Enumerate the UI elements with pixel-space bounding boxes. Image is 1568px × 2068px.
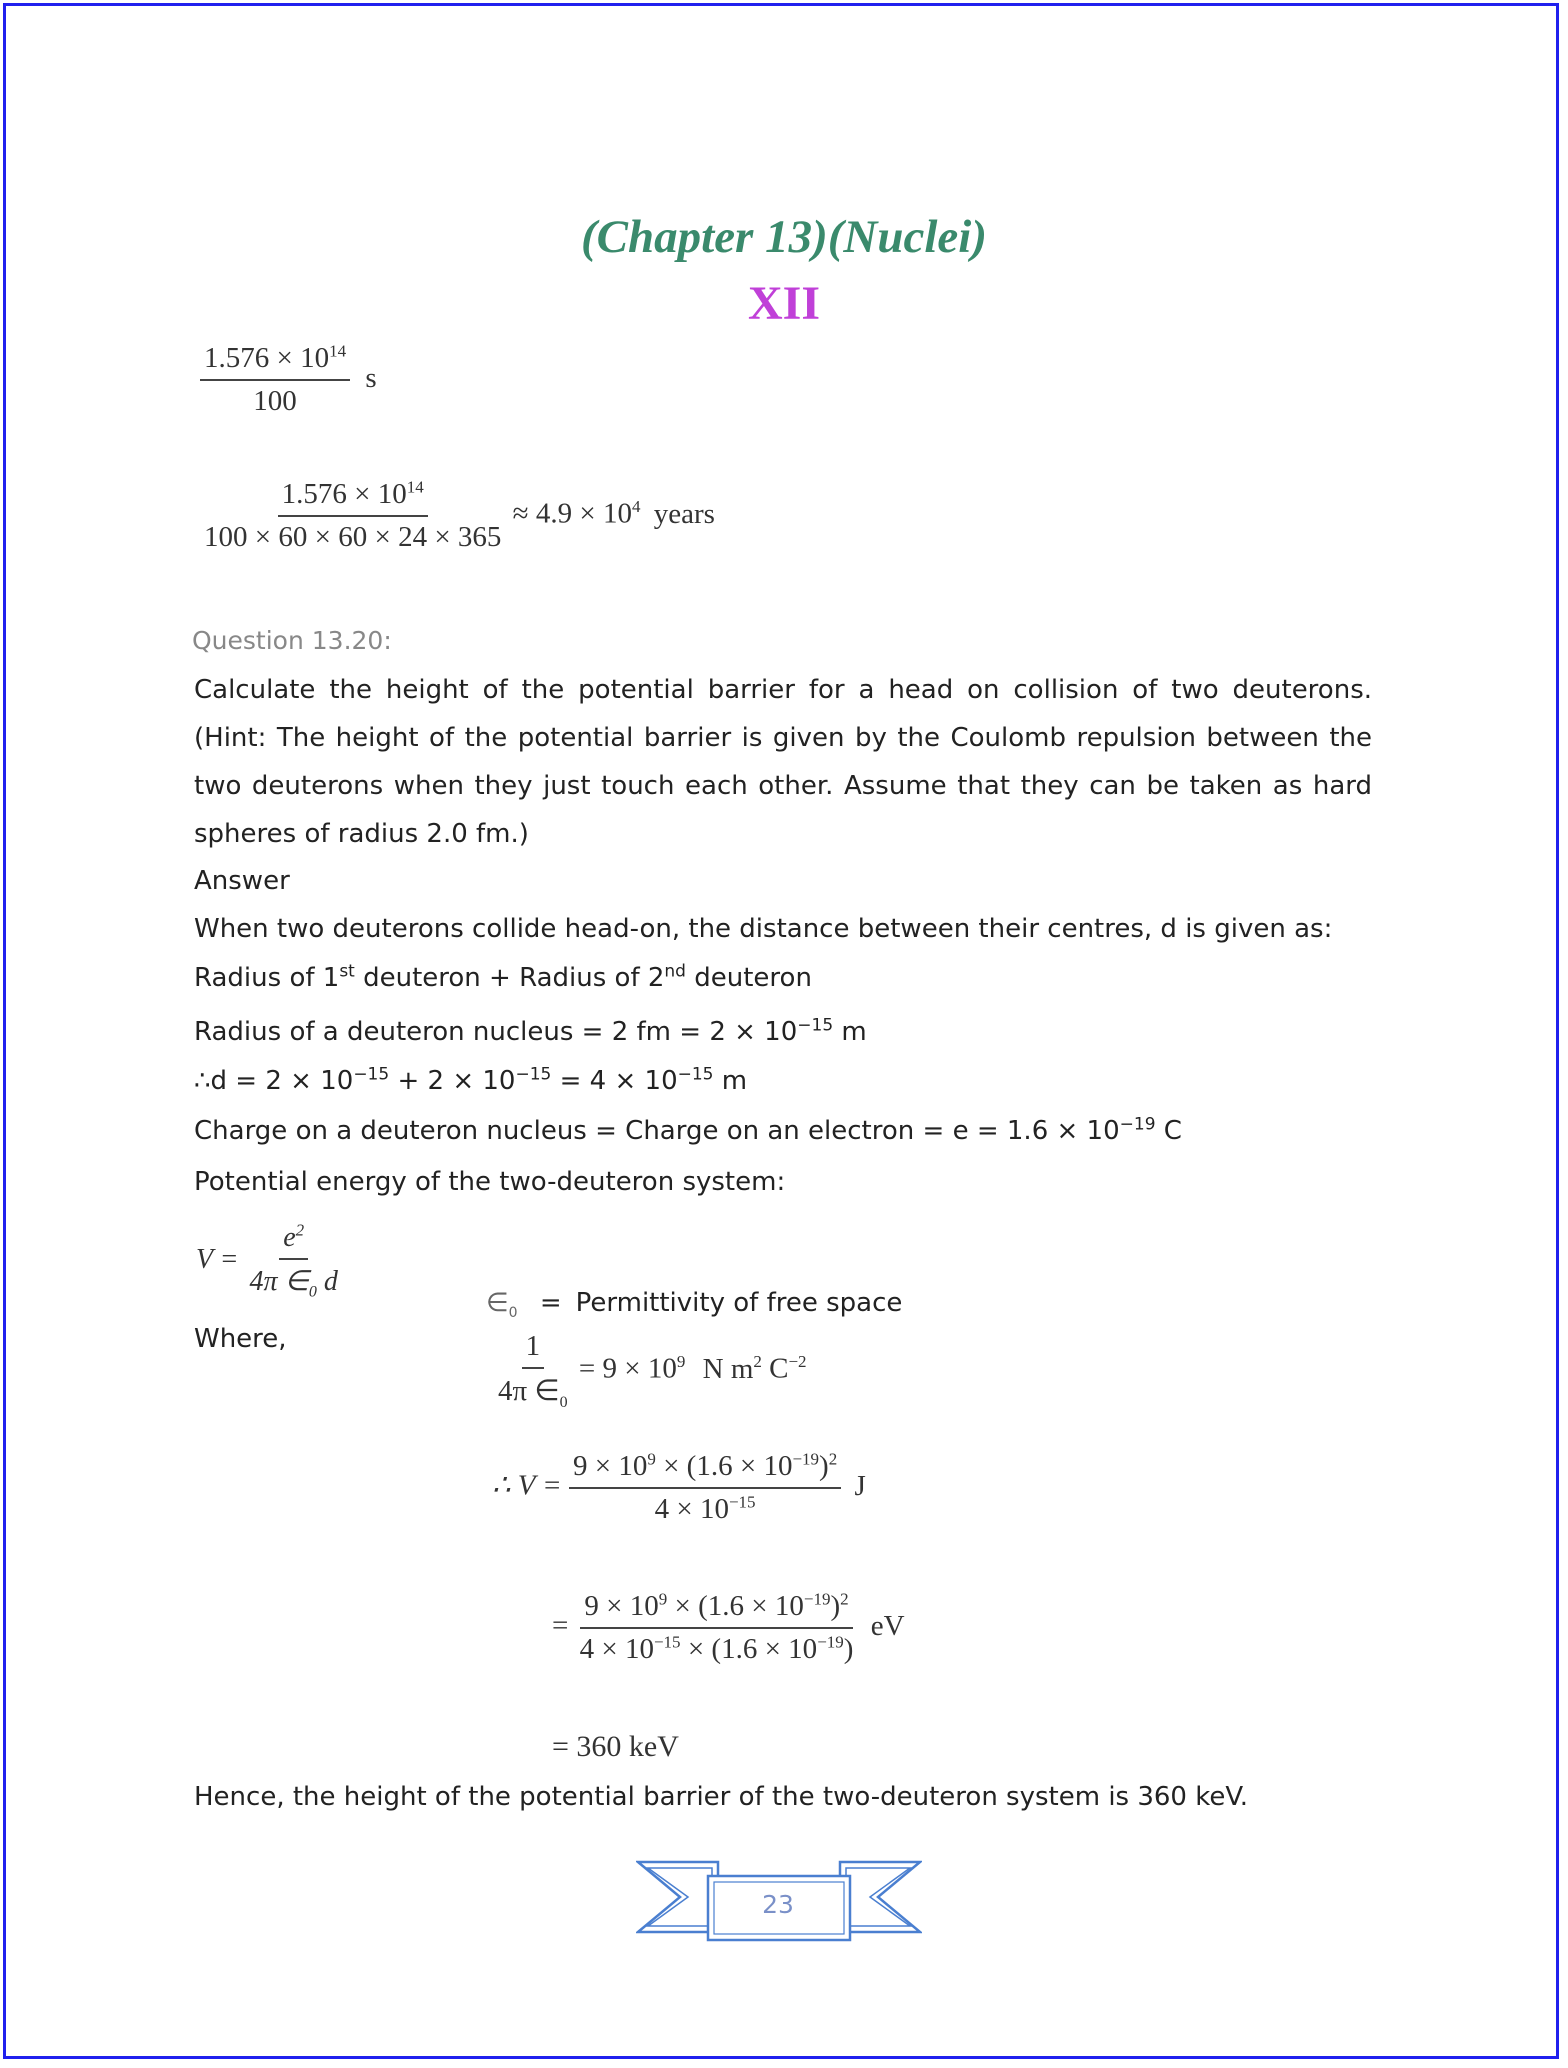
coulomb-constant-formula: $\frac{1}{4\pi \in_0}$ = $9 \times 10^9$ N $m^2$ $C^{-2}$ [498, 1330, 807, 1411]
question-label: Question 13.20: [192, 626, 392, 655]
where-label: Where, [194, 1324, 287, 1354]
class-label: XII [747, 277, 821, 330]
answer-line-6: Potential energy of the two-deuteron system: [194, 1167, 786, 1197]
potential-energy-joules: ∴ V = $\frac{9 \times 10^9 \times (1.6 \times 10^{-19})^2}{4 \times 10^{-15}}$ J [492, 1449, 866, 1525]
page-number: 23 [762, 1890, 794, 1919]
formula-time-years: $\frac{1.576 \times 10^{14}}{100 \times 60 \times 60 \times 24 \times 365}$ ≈ $4.9 \times 10^4$ years [204, 477, 715, 553]
answer-line-4: ∴d = $2 \times 10^{-15} + 2 \times 10^{-15} = 4 \times 10^{-15}$ m [194, 1064, 748, 1096]
epsilon-definition: $\in_0$ = Permittivity of free space [486, 1288, 903, 1322]
answer-line-2: Radius of 1st deuteron + Radius of 2nd deuteron [194, 961, 812, 993]
potential-energy-result: = 360 keV [552, 1730, 679, 1763]
formula-time-seconds: $\frac{1.576 \times 10^{14}}{100}$ s [200, 342, 377, 418]
question-text: Calculate the height of the potential barrier for a head on collision of two deuterons. (Hint: The height of the potential barrier is given by the Coulomb repulsion between the two deuterons when they just touch each other. Assume that they can be taken as hard spheres of radius 2.0 fm.) [194, 675, 1372, 849]
potential-energy-ev: = $\frac{9 \times 10^9 \times (1.6 \times 10^{-19})^2}{4 \times 10^{-15} \times (1.6 \times 10^{-19})}$ eV [552, 1589, 905, 1665]
answer-label: Answer [194, 866, 290, 896]
answer-line-5: Charge on a deuteron nucleus = Charge on an electron = $e = 1.6 \times 10^{-19}$ C [194, 1114, 1182, 1146]
chapter-title: (Chapter 13)(Nuclei) [581, 211, 987, 263]
answer-line-1: When two deuterons collide head-on, the distance between their centres, d is given as: [194, 914, 1333, 944]
conclusion-text: Hence, the height of the potential barrier of the two-deuteron system is 360 keV. [194, 1782, 1249, 1812]
potential-energy-formula: V = $\frac{e^2}{4\pi \in_0 d}$ [196, 1220, 338, 1301]
answer-line-3: Radius of a deuteron nucleus = 2 fm = $2 \times 10^{-15}$ m [194, 1015, 867, 1047]
